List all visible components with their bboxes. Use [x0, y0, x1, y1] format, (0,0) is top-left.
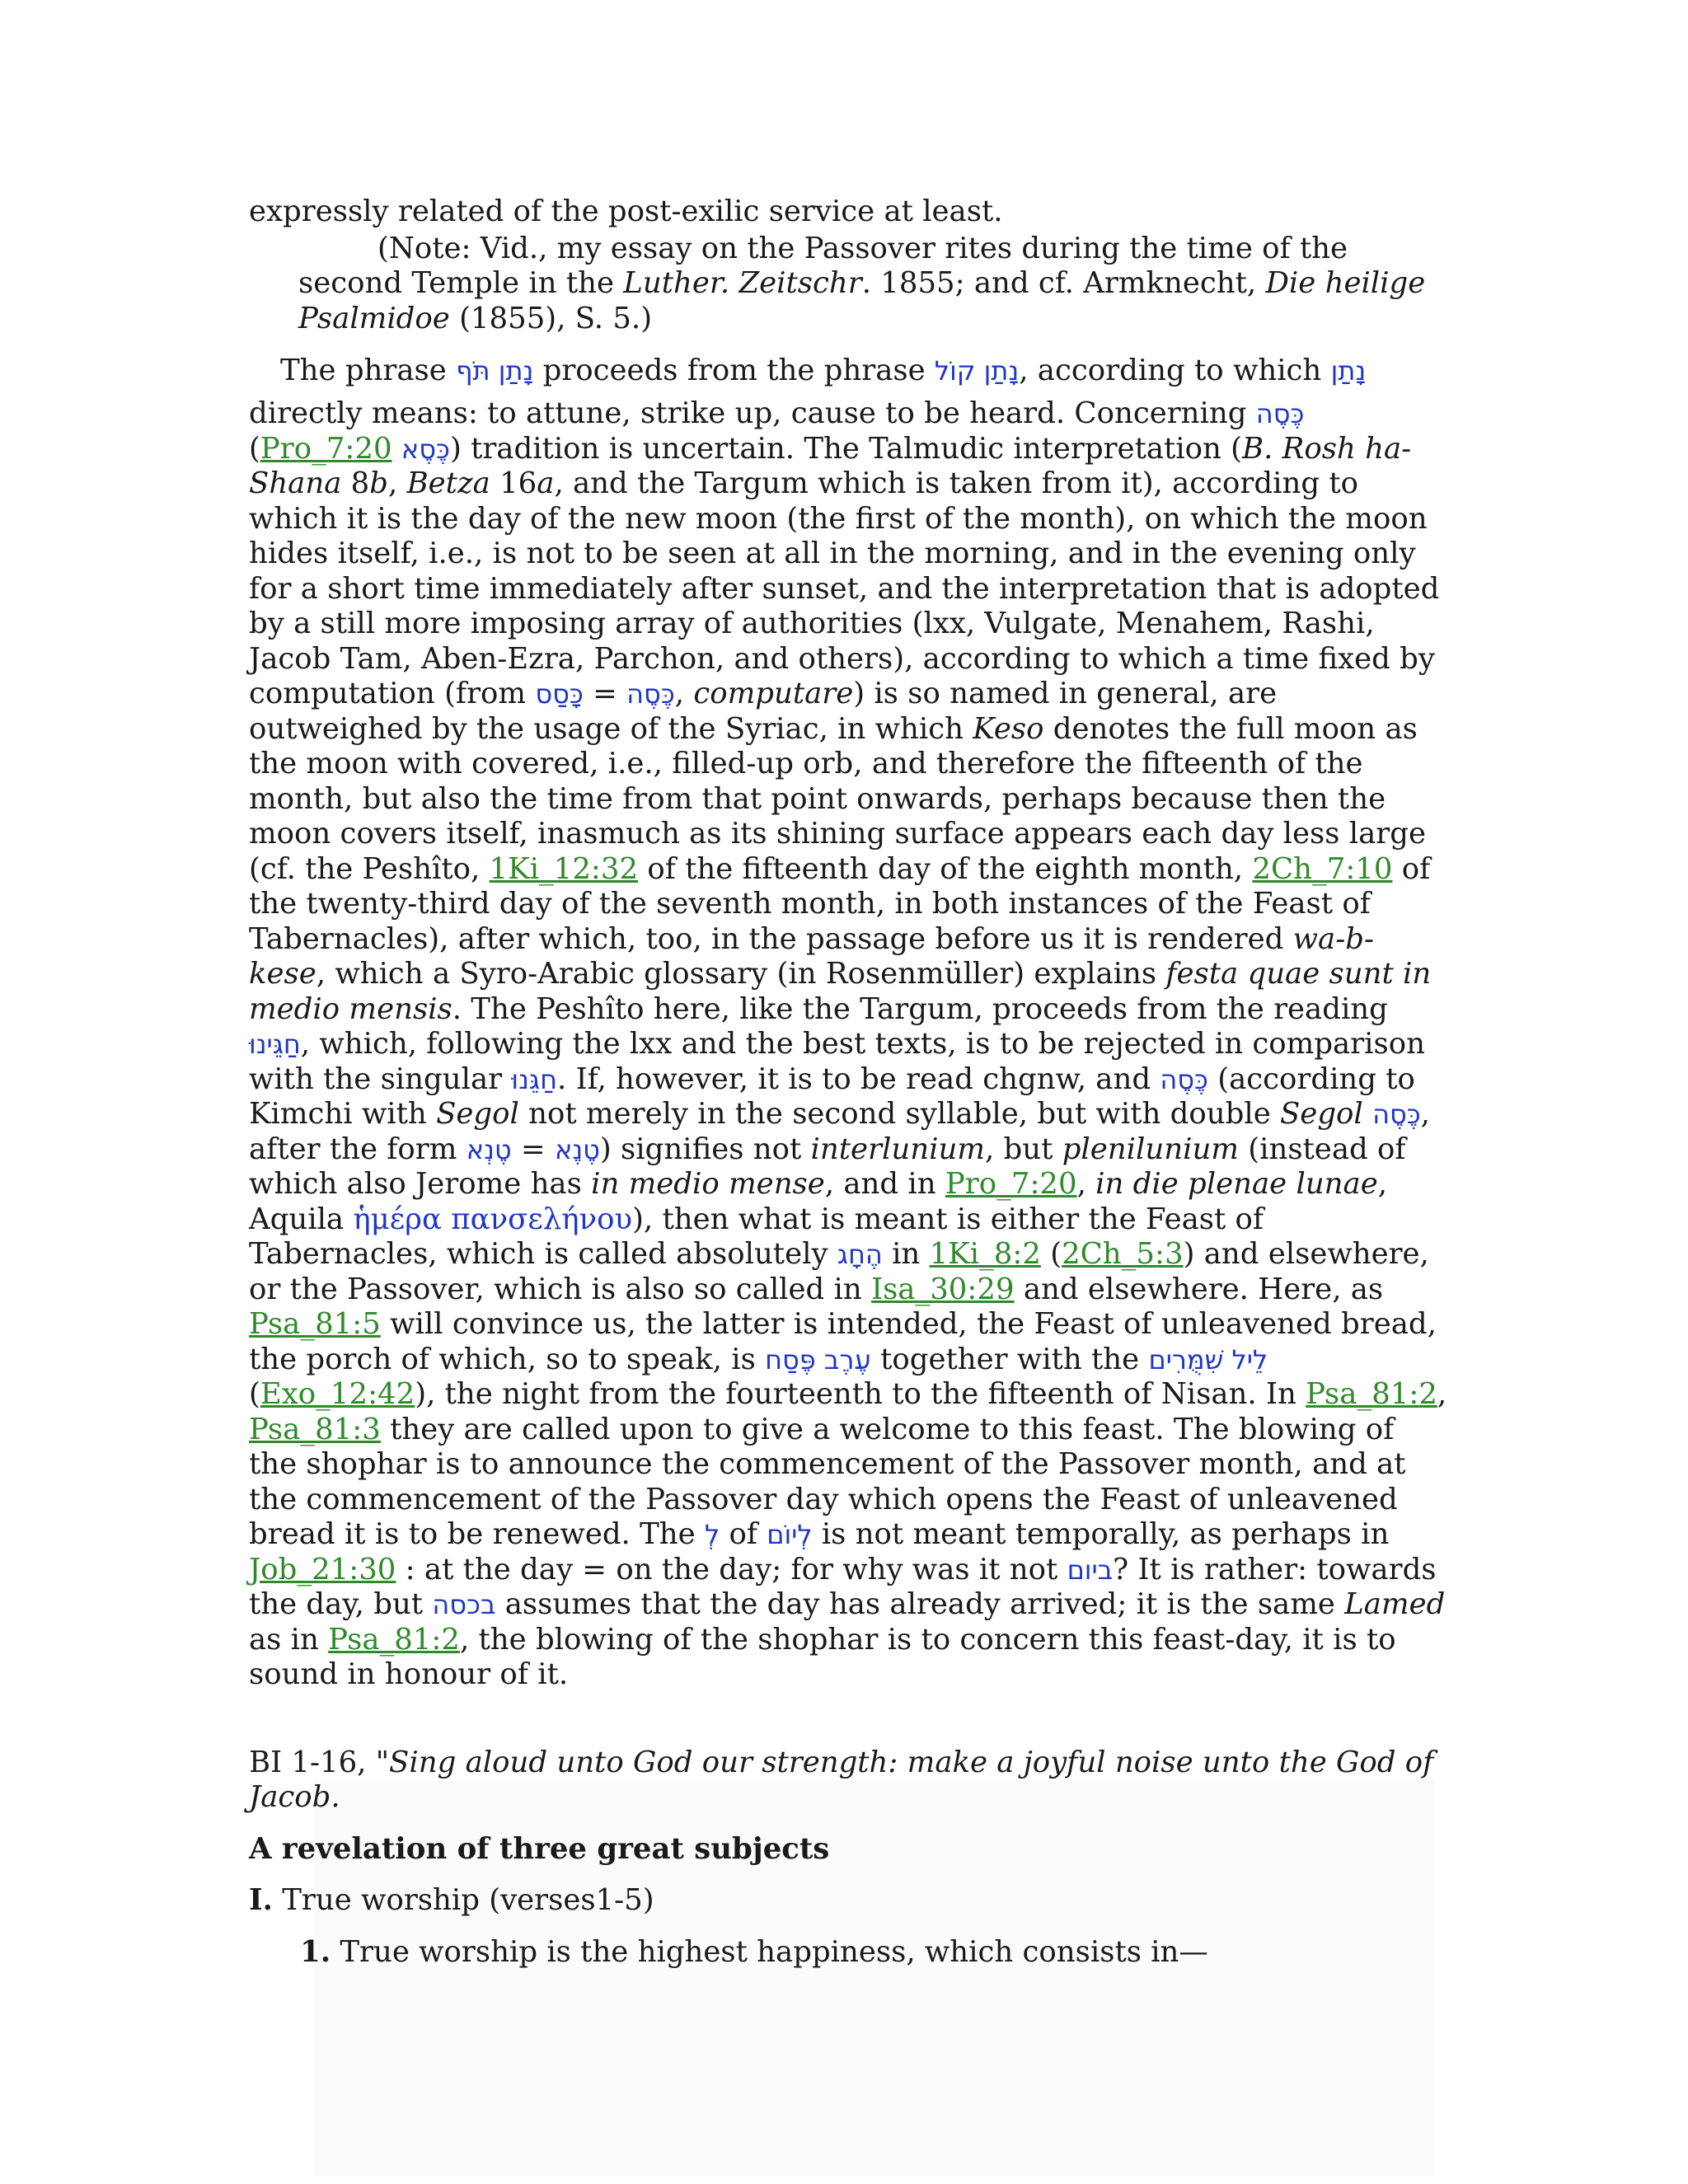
text-run: proceeds from the phrase [533, 354, 935, 387]
text-run: = [511, 1132, 555, 1166]
hebrew-word[interactable]: כָּסַס [535, 678, 584, 710]
hebrew-word[interactable]: כֶּסֶא [401, 433, 450, 465]
scripture-link[interactable]: Psa_81:2 [328, 1622, 460, 1657]
scripture-link[interactable]: Isa_30:29 [871, 1272, 1015, 1306]
text-run: ), then what is meant is either the Feast of Tabernacles, which is called absolutely [249, 1202, 1264, 1271]
italic-run: b [369, 466, 388, 500]
text-run [392, 432, 401, 466]
text-run: ( [249, 431, 260, 466]
scripture-link[interactable]: 1Ki_12:32 [489, 851, 639, 886]
hebrew-word[interactable]: ביום [1067, 1554, 1114, 1586]
outline-number: 1. [300, 1934, 331, 1969]
text-run: they are called upon to give a welcome to this feast. The blowing of the shophar is to announce the commencement of the Passover month, and at the commencement of the Passover day which opens the Feast of unleavened bread it is to be renewed. The [249, 1412, 1406, 1551]
italic-run: Lamed [1344, 1587, 1446, 1621]
text-run: ) tradition is uncertain. The Talmudic interpretation ( [449, 431, 1242, 466]
text-run: , the blowing of the shophar is to concern this feast-day, it is to sound in honour of it. [249, 1622, 1396, 1691]
outline-number: I. [249, 1883, 273, 1917]
scripture-link[interactable]: Exo_12:42 [260, 1377, 415, 1411]
italic-run: computare [693, 677, 854, 710]
bi-prefix: BI 1-16, " [249, 1745, 390, 1779]
note-text: (1855), S. 5.) [449, 301, 653, 335]
italic-run: Segol [1279, 1097, 1363, 1131]
note-text: . 1855; and cf. Armknecht, [861, 266, 1266, 300]
text-run: assumes that the day has already arrived; it is the same [495, 1587, 1345, 1621]
text-run: , [674, 677, 694, 710]
text-run: , [1437, 1377, 1447, 1411]
scripture-link[interactable]: Psa_81:5 [249, 1307, 381, 1341]
text-run: : at the day = on the day; for why was it not [396, 1552, 1067, 1586]
italic-run: in medio mense [591, 1167, 825, 1201]
italic-run: in die plenae lunae [1095, 1167, 1378, 1201]
hebrew-word[interactable]: כֶּסֶה [626, 678, 675, 710]
commentary-paragraph [249, 344, 1448, 1693]
hebrew-word[interactable]: כֶּסֶה [1372, 1099, 1421, 1130]
text-run: ? It is rather: towards the day, but [249, 1552, 1437, 1621]
outline-text: True worship is the highest happiness, which consists in— [331, 1934, 1208, 1969]
text-run: , [1076, 1167, 1096, 1201]
hebrew-word[interactable]: כֶּסֶה [1160, 1063, 1208, 1095]
hebrew-word[interactable]: עֶרֶב פֶּסַח [765, 1343, 871, 1376]
text-run: will convince us, the latter is intended, the Feast of unleavened bread, the porch of which, so to speak, is [249, 1307, 1437, 1376]
text-run: , which a Syro-Arabic glossary (in Rosenmüller) explains [316, 957, 1166, 991]
footnote [298, 232, 1448, 337]
text-run: (instead of which also Jerome has [249, 1132, 1406, 1201]
hebrew-word[interactable]: נָתַן [1330, 355, 1367, 387]
text-run: , according to which [1019, 354, 1331, 387]
italic-run: wa-b-kese [249, 921, 1374, 991]
text-run: of [720, 1517, 767, 1551]
italic-run: B. Rosh ha-Shana [249, 431, 1412, 500]
hebrew-word[interactable]: חַגֵּינוּ [249, 1029, 301, 1060]
hebrew-word[interactable]: נָתַן תֹּף [456, 355, 534, 387]
scripture-link[interactable]: 2Ch_7:10 [1252, 851, 1393, 886]
text-run: . If, however, it is to be read chgnw, and [557, 1062, 1160, 1096]
hebrew-word[interactable]: לְ [704, 1519, 720, 1550]
hebrew-word[interactable]: בכסה [432, 1589, 496, 1620]
text-run: in [882, 1237, 930, 1271]
text-run: , [388, 466, 407, 500]
text-run [1363, 1097, 1372, 1131]
text-run: of the twenty-third day of the seventh month, in both instances of the Feast of Tabernacles), after which, too, in the passage before us it is rendered [249, 851, 1431, 956]
outline-point-1 [249, 1883, 1448, 1919]
italic-run: plenilunium [1062, 1132, 1239, 1166]
scripture-link[interactable]: Pro_7:20 [260, 431, 392, 466]
scripture-link[interactable]: Psa_81:2 [1306, 1377, 1437, 1411]
text-run: ) and elsewhere, or the Passover, which is also so called in [249, 1237, 1429, 1306]
hebrew-word[interactable]: טֶנֶא [554, 1133, 600, 1165]
text-run: 8 [341, 466, 370, 500]
italic-run: festa quae sunt in medio mensis [249, 957, 1432, 1026]
text-run: , but [984, 1132, 1062, 1166]
italic-run: a [537, 466, 555, 500]
text-run: directly means: to attune, strike up, cause to be heard. Concerning [249, 396, 1256, 430]
text-run: not merely in the second syllable, but with double [518, 1097, 1280, 1131]
text-run: ( [1040, 1237, 1062, 1271]
italic-run: Segol [436, 1097, 519, 1131]
text-run: , and in [824, 1167, 945, 1201]
note-text: (Note: Vid., my essay on the Passover rites during the time of the second Temple in the [298, 231, 1348, 300]
hebrew-word[interactable]: לְיוֹם [767, 1519, 813, 1550]
italic-run: interlunium [810, 1132, 985, 1166]
bi-quote: Sing aloud unto God our strength: make a joyful noise unto the God of Jacob. [249, 1745, 1434, 1814]
italic-run: Keso [973, 711, 1044, 746]
outline-text: True worship (verses1-5) [272, 1883, 654, 1917]
text-run: = [583, 677, 627, 710]
hebrew-word[interactable]: טֶנְא [466, 1133, 512, 1165]
text-run: (according to Kimchi with [249, 1062, 1415, 1131]
italic-run: Betza [406, 466, 490, 500]
text-run: The phrase [280, 354, 457, 387]
text-run: together with the [870, 1342, 1149, 1376]
scripture-link[interactable]: Job_21:30 [249, 1552, 396, 1586]
text-run: and elsewhere. Here, as [1014, 1272, 1384, 1306]
text-run: ), the night from the fourteenth to the fifteenth of Nisan. In [415, 1377, 1306, 1411]
text-run: ) signifies not [599, 1132, 811, 1166]
hebrew-word[interactable]: כֶּסֶה [1255, 398, 1305, 429]
text-run: 16 [490, 466, 537, 500]
text-run: as in [249, 1622, 329, 1657]
scripture-link[interactable]: 1Ki_8:2 [929, 1237, 1041, 1271]
outline-subpoint-1 [300, 1935, 1448, 1971]
scripture-link[interactable]: 2Ch_5:3 [1062, 1237, 1184, 1271]
text-run: , which, following the lxx and the best texts, is to be rejected in comparison with the singular [249, 1027, 1425, 1096]
text-run: , after the form [249, 1097, 1430, 1166]
note-book-title: Die heilige Psalmidoe [298, 266, 1426, 335]
lead-line: expressly related of the post-exilic service at least. [249, 194, 1003, 228]
document-page [249, 194, 1448, 1970]
text-run: denotes the full moon as the moon with covered, i.e., filled-up orb, and therefore the fifteenth of the month, but also the time from that point onwards, perhaps because then the moon covers itself, inasmuch as its shining surface appears each day less large (cf. the Peshîto, [249, 711, 1426, 886]
text-run: . The Peshîto here, like the Targum, proceeds from the reading [452, 991, 1388, 1026]
text-run: of the fifteenth day of the eighth month, [638, 851, 1253, 886]
hebrew-word[interactable]: הֶחָג [837, 1239, 883, 1270]
hebrew-word[interactable]: נָתַן קוֹל [934, 355, 1020, 387]
text-run: ( [249, 1377, 260, 1411]
note-journal: Luther. Zeitschr [623, 266, 862, 300]
greek-phrase[interactable]: ἡμέρα πανσελήνου [353, 1202, 633, 1236]
scripture-link[interactable]: Pro_7:20 [945, 1167, 1077, 1201]
text-run: , Aquila [249, 1167, 1388, 1236]
text-run: is not meant temporally, as perhaps in [812, 1517, 1390, 1551]
bi-quote-line [249, 1746, 1448, 1816]
hebrew-word[interactable]: לֵיל שִׁמֻּרִים [1148, 1343, 1268, 1376]
text-run: ) is so named in general, are outweighed by the usage of the Syriac, in which [249, 677, 1278, 746]
text-run: , and the Targum which is taken from it), according to which it is the day of the new moon (the first of the month), on which the moon hides itself, i.e., is not to be seen at all in the morning, and in the evening only for a short time immediately after sunset, and the interpretation that is adopted by a still more imposing array of authorities (lxx, Vulgate, Menahem, Rashi, Jacob Tam, Aben-Ezra, Parchon, and others), according to which a time fixed by computation (from [249, 466, 1440, 710]
section-heading: A revelation of three great subjects [249, 1831, 830, 1866]
hebrew-word[interactable]: חַגֵּנוּ [511, 1063, 557, 1095]
scripture-link[interactable]: Psa_81:3 [249, 1412, 381, 1446]
